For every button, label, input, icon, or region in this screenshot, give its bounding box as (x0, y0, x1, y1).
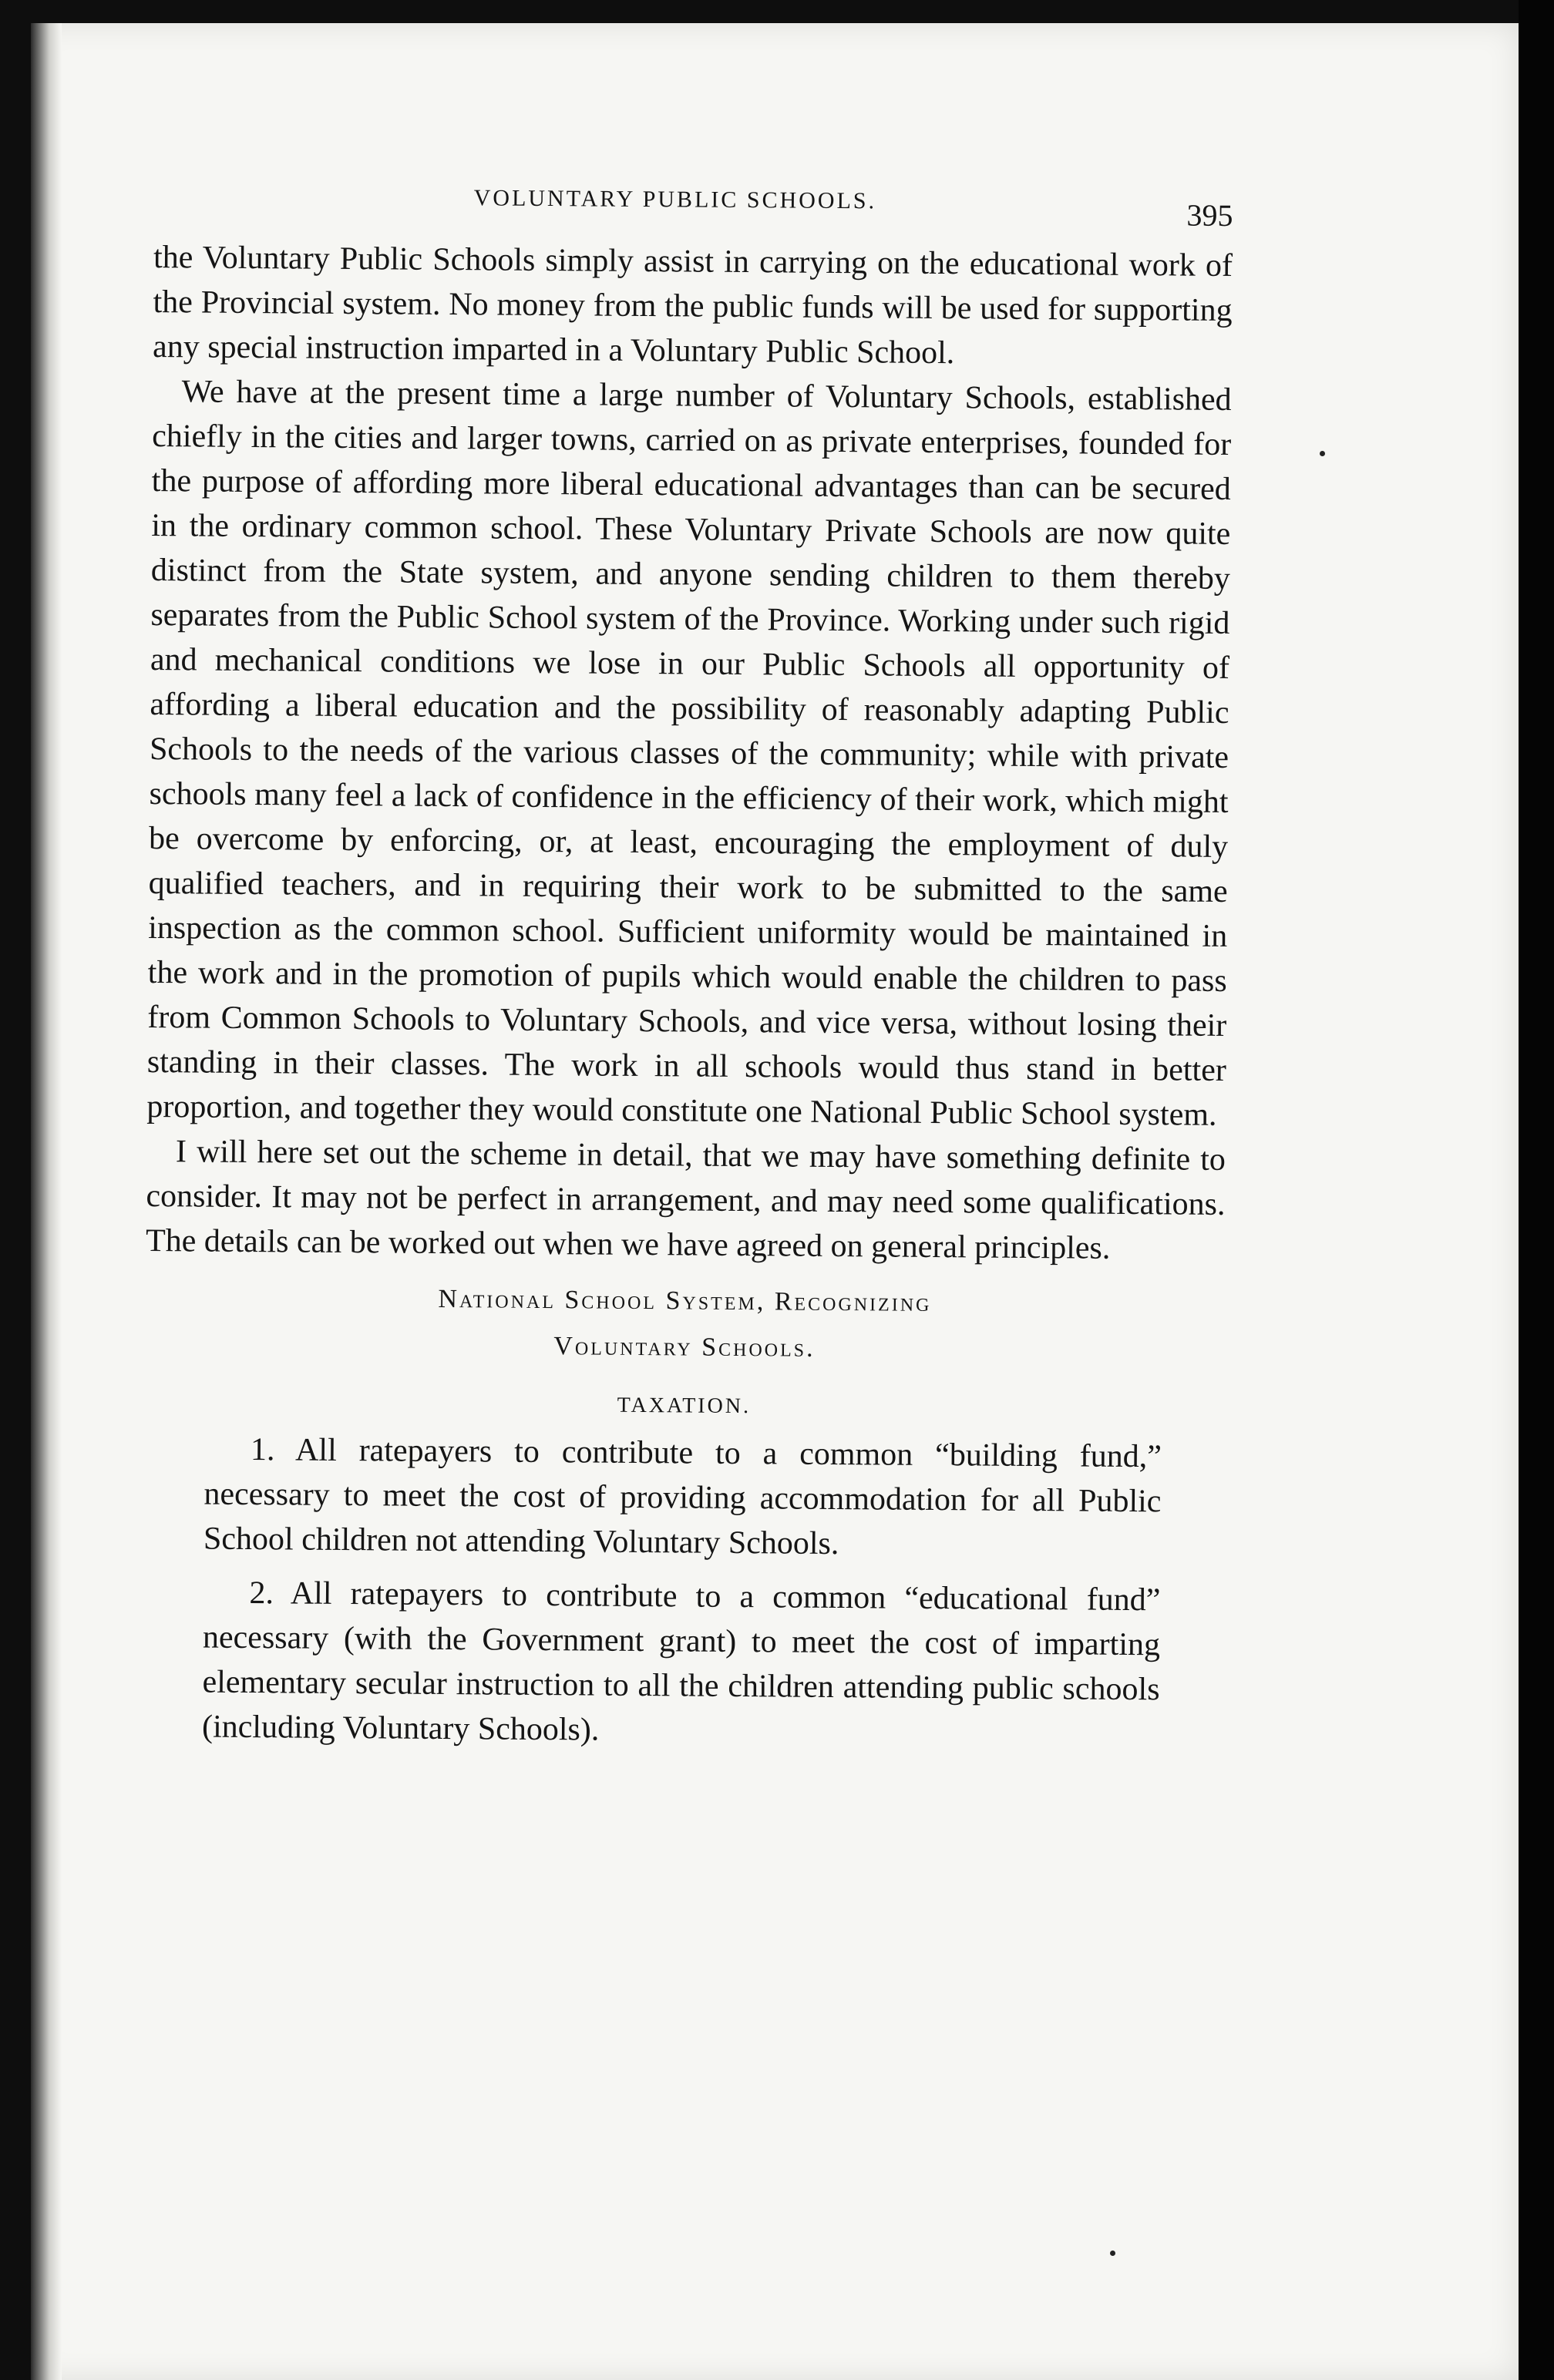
page-number: 395 (1186, 197, 1233, 233)
paragraph-scheme-intro: I will here set out the scheme in detail, that we may have something definite to consider. It may not be perfect in arrangement, and may need some qualifications. The details can be worked out when we have agreed on general principles. (145, 1134, 1226, 1266)
list-item: 2. All ratepayers to contribute to a common “educational fund” necessary (with the Government grant) to meet the cost of imparting elementary secular instruction to all the children attending public schools (including Voluntary Schools). (201, 1575, 1161, 1748)
page-gutter-shadow (31, 23, 62, 2380)
section-heading-line-1: National School System, Recognizing (438, 1284, 932, 1317)
page-content (142, 166, 1233, 1757)
running-head (153, 166, 1233, 244)
scan-border (1519, 0, 1554, 2380)
taxation-subheading: TAXATION. (617, 1393, 752, 1419)
scan-speck (1320, 451, 1325, 456)
paragraph-voluntary-schools: We have at the present time a large number of Voluntary Schools, established chiefly in the cities and larger towns, carried on as private enterprises, founded for the purpose of affording more liberal educational advantages than can be secured in the ordinary common school. These Voluntary Private Schools are now quite distinct from the State system, and anyone sending children to them thereby separates from the Public School system of the Province. Working under such rigid and mechanical conditions we lose in our Public Schools all opportunity of affording a liberal education and the possibility of reasonably adapting Public Schools to the needs of the various classes of the community; while with private schools many feel a lack of confidence in the efficiency of their work, which might be overcome by enforcing, or, at least, encouraging the employment of duly qualified teachers, and in requiring their work to be submitted to the same inspection as the common school. Sufficient uniformity would be maintained in the work and in the promotion of pupils which would enable the children to pass from Common Schools to Voluntary Schools, and vice versa, without losing their standing in their classes. The work in all schools would thus stand in better proportion, and together they would constitute one National Public School system. (146, 374, 1232, 1133)
list-item: 1. All ratepayers to contribute to a common “building fund,” necessary to meet the cost of providing accommodation for all Public School children not attending Voluntary Schools. (203, 1432, 1162, 1562)
section-heading-line-2: Voluntary Schools. (553, 1332, 816, 1363)
section-heading (145, 1274, 1225, 1375)
running-title: VOLUNTARY PUBLIC SCHOOLS. (473, 185, 877, 214)
scan-speck (1110, 2251, 1115, 2256)
paragraph-continuation: the Voluntary Public Schools simply assist in carrying on the educational work of the Provincial system. No money from the public funds will be used for supporting any special instruction imparted in a Voluntary Public School. (152, 239, 1233, 371)
numbered-list (202, 1427, 1162, 1757)
